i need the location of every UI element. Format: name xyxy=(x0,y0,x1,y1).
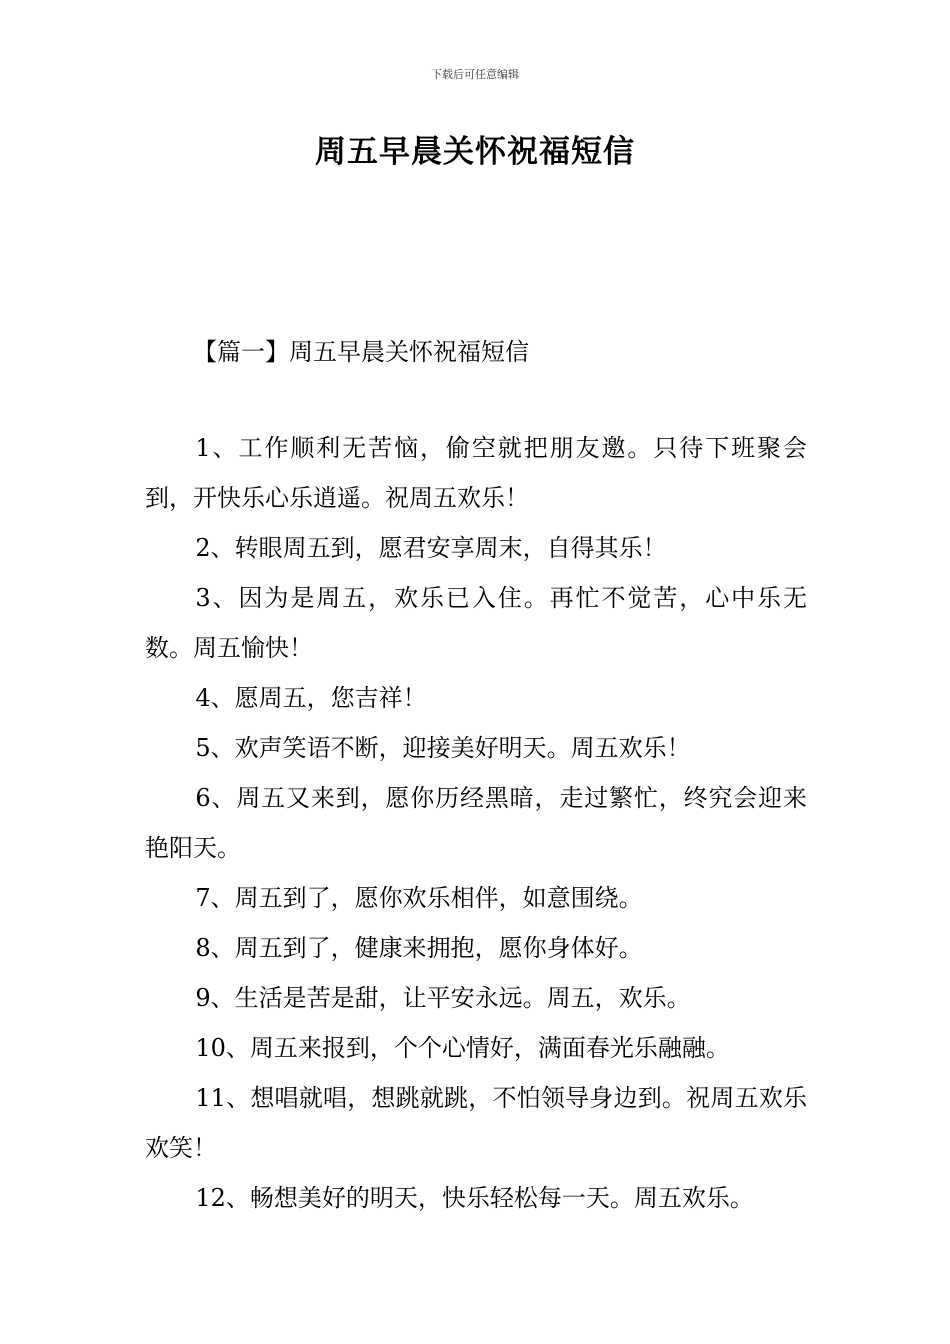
message-item: 9、生活是苦是甜，让平安永远。周五，欢乐。 xyxy=(195,984,691,1012)
message-item: 12、畅想美好的明天，快乐轻松每一天。周五欢乐。 xyxy=(195,1184,754,1212)
message-item: 4、愿周五，您吉祥！ xyxy=(195,684,427,712)
section-heading: 【篇一】周五早晨关怀祝福短信 xyxy=(193,338,529,366)
message-list xyxy=(145,423,807,1223)
message-item: 8、周五到了，健康来拥抱，愿你身体好。 xyxy=(195,934,643,962)
header-note: 下载后可任意编辑 xyxy=(431,68,519,81)
message-item: 7、周五到了，愿你欢乐相伴，如意围绕。 xyxy=(195,884,643,912)
message-item: 6、周五又来到，愿你历经黑暗，走过繁忙，终究会迎来艳阳天。 xyxy=(145,784,807,862)
message-item: 10、周五来报到，个个心情好，满面春光乐融融。 xyxy=(195,1034,730,1062)
document-title: 周五早晨关怀祝福短信 xyxy=(315,134,635,170)
message-item: 2、转眼周五到，愿君安享周末，自得其乐！ xyxy=(195,534,667,562)
message-item: 3、因为是周五，欢乐已入住。再忙不觉苦，心中乐无数。周五愉快！ xyxy=(145,584,807,662)
message-item: 11、想唱就唱，想跳就跳，不怕领导身边到。祝周五欢乐欢笑！ xyxy=(145,1084,807,1162)
message-item: 1、工作顺利无苦恼，偷空就把朋友邀。只待下班聚会到，开快乐心乐逍遥。祝周五欢乐！ xyxy=(145,434,807,512)
message-item: 5、欢声笑语不断，迎接美好明天。周五欢乐！ xyxy=(195,734,691,762)
